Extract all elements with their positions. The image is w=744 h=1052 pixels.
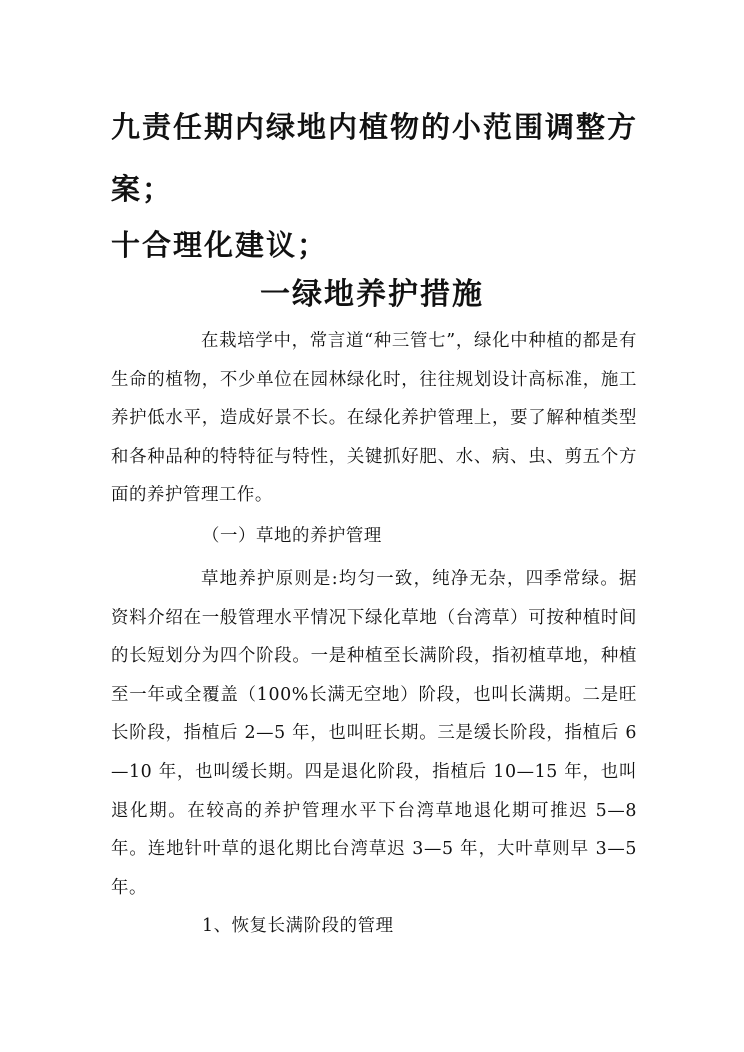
- stage-one-heading: 1、恢复长满阶段的管理: [202, 916, 394, 936]
- heading-item-nine: 九责任期内绿地内植物的小范围调整方案；: [111, 110, 639, 206]
- lawn-paragraph: 草地养护原则是:均匀一致，纯净无杂，四季常绿。据资料介绍在一般管理水平情况下绿化草地（台湾草）可按种植时间的长短划分为四个阶段。一是种植至长满阶段，指初植草地，种植至一年或全覆盖（100%长满无空地）阶段，也叫长满期。二是旺长阶段，指植后 2—5 年，也叫旺长期。三是缓长阶段，指植后 6—10 年，也叫缓长期。四是退化阶段，指植后 10—15 年，也叫退化期。在较高的养护管理水平下台湾草地退化期可推迟 5—8 年。连地针叶草的退化期比台湾草迟 3—5 年，大叶草则早 3—5 年。: [111, 569, 637, 898]
- intro-paragraph: 在栽培学中，常言道“种三管七”，绿化中种植的都是有生命的植物，不少单位在园林绿化时，往往规划设计高标准，施工养护低水平，造成好景不长。在绿化养护管理上，要了解种植类型和各种品种的特特征与特性，关键抓好肥、水、病、虫、剪五个方面的养护管理工作。: [111, 331, 637, 506]
- heading-item-ten: 十合理化建议；: [111, 228, 329, 262]
- section-title: 一绿地养护措施: [260, 277, 484, 312]
- lawn-subheading: （一）草地的养护管理: [202, 526, 382, 546]
